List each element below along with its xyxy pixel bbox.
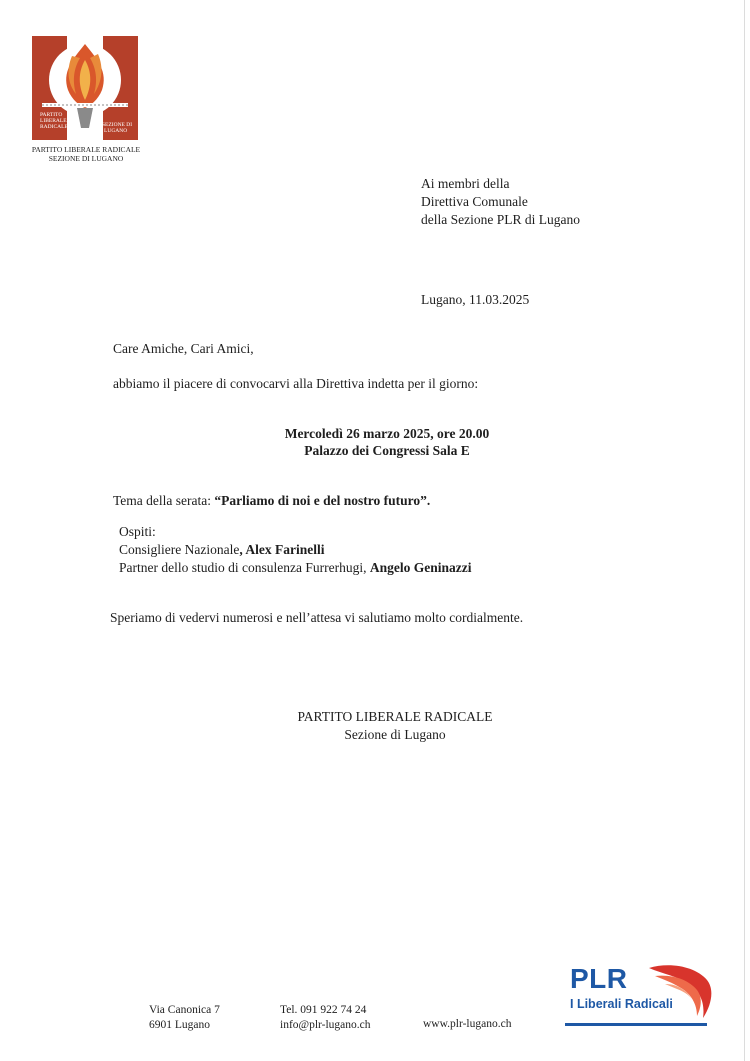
letterhead-caption-line2: SEZIONE DI LUGANO [48, 154, 124, 163]
evening-theme [113, 492, 430, 510]
salutation: Care Amiche, Cari Amici, [113, 341, 254, 356]
footer-website[interactable]: www.plr-lugano.ch [423, 1018, 512, 1030]
footer-address [149, 1003, 220, 1033]
signature-line2: Sezione di Lugano [344, 727, 446, 742]
plr-flame-icon [645, 962, 715, 1022]
addressee-line3: della Sezione PLR di Lugano [421, 212, 580, 227]
logo-text-right-1: SEZIONE DI [102, 122, 133, 128]
page-edge [744, 0, 745, 1061]
footer-city: 6901 Lugano [149, 1019, 211, 1031]
logo-text-left-2: LIBERALE [40, 118, 67, 124]
letterhead-caption-line1: PARTITO LIBERALE RADICALE [31, 145, 141, 154]
letterhead-caption [20, 145, 152, 163]
event-location: Palazzo dei Congressi Sala E [304, 443, 470, 458]
addressee-line2: Direttiva Comunale [421, 194, 528, 209]
plr-tagline: I Liberali Radicali [570, 997, 673, 1011]
plr-underline [565, 1023, 707, 1026]
plr-wordmark: PLR [570, 963, 628, 994]
guest-1-role: Consigliere Nazionale [119, 542, 240, 557]
footer-phone: Tel. 091 922 74 24 [280, 1004, 367, 1016]
logo-text-left-3: RADICALE [40, 124, 68, 130]
guest-2-name: Angelo Geninazzi [369, 560, 472, 575]
signature-line1: PARTITO LIBERALE RADICALE [297, 709, 493, 724]
addressee-line1: Ai membri della [421, 176, 510, 191]
guests-label: Ospiti: [119, 524, 156, 539]
footer-email[interactable]: info@plr-lugano.ch [280, 1019, 371, 1031]
guests-block [119, 523, 471, 577]
party-torch-logo [32, 36, 138, 140]
theme-title: “Parliamo di noi e del nostro futuro”. [214, 493, 431, 508]
footer-street: Via Canonica 7 [149, 1004, 220, 1016]
theme-label: Tema della serata: [113, 493, 215, 508]
logo-text-right-2: LUGANO [104, 128, 128, 134]
guest-2-role: Partner dello studio di consulenza Furrerhugi, [119, 560, 370, 575]
guest-1 [119, 541, 471, 559]
guest-1-name: , Alex Farinelli [239, 542, 325, 557]
letter-date: Lugano, 11.03.2025 [421, 292, 530, 307]
closing-paragraph: Speriamo di vedervi numerosi e nell’attesa vi salutiamo molto cordialmente. [110, 610, 524, 625]
signature-block [260, 708, 530, 744]
event-datetime: Mercoledì 26 marzo 2025, ore 20.00 [284, 426, 490, 441]
guest-2 [119, 559, 471, 577]
addressee-block [421, 175, 580, 229]
footer-contact [280, 1003, 371, 1033]
logo-text-left-1: PARTITO [40, 112, 63, 118]
intro-paragraph: abbiamo il piacere di convocarvi alla Direttiva indetta per il giorno: [113, 376, 479, 391]
